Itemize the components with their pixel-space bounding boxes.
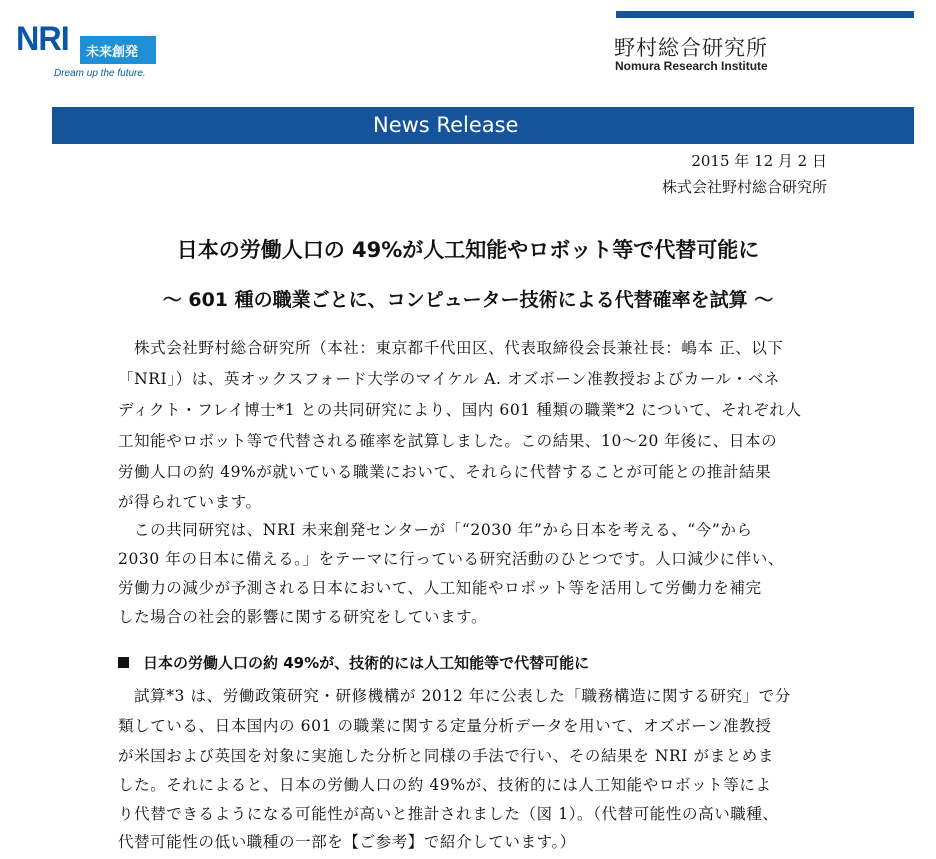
paragraph-1-line: ディクト・フレイ博士*1 との共同研究により、国内 601 種類の職業*2 について、それぞれ人 xyxy=(118,401,802,419)
header-top-rule xyxy=(616,11,914,18)
release-date: 2015 年 12 月 2 日 xyxy=(691,152,827,170)
paragraph-2-line: 労働力の減少が予測される日本において、人工知能やロボット等を活用して労働力を補完 xyxy=(118,579,762,597)
paragraph-3-line: り代替できるようになる可能性が高いと推計されました（図 1）。（代替可能性の高い職種、 xyxy=(118,805,779,823)
section-heading xyxy=(118,652,589,673)
news-release-label: News Release xyxy=(373,113,519,137)
paragraph-3-line: 代替可能性の低い職種の一部を【ご参考】で紹介しています。） xyxy=(118,833,576,851)
nri-logo-box xyxy=(80,36,156,64)
paragraph-1-line: 工知能やロボット等で代替される確率を試算しました。この結果、10～20 年後に、日本の xyxy=(118,432,778,450)
company-name-en: Nomura Research Institute xyxy=(615,59,768,73)
paragraph-3-line: 試算*3 は、労働政策研究・研修機構が 2012 年に公表した「職務構造に関する研究」で分 xyxy=(134,687,791,705)
nri-logo-box-text: 未来創発 xyxy=(86,45,139,60)
paragraph-2-line: 2030 年の日本に備える。」をテーマに行っている研究活動のひとつです。人口減少に伴い、 xyxy=(118,550,784,568)
paragraph-2-line: した場合の社会的影響に関する研究をしています。 xyxy=(118,608,488,626)
company-name-jp: 野村総合研究所 xyxy=(614,36,768,60)
paragraph-3-line: した。それによると、日本の労働人口の約 49%が、技術的には人工知能やロボット等によ xyxy=(118,776,772,794)
paragraph-1-line: が得られています。 xyxy=(118,493,262,511)
paragraph-1-line: 株式会社野村総合研究所（本社：東京都千代田区、代表取締役会長兼社長：嶋本 正、以下 xyxy=(134,339,784,357)
paragraph-1-line: 労働人口の約 49%が就いている職業において、それらに代替することが可能との推計結果 xyxy=(118,463,772,481)
news-release-banner xyxy=(52,107,914,144)
issuer-name: 株式会社野村総合研究所 xyxy=(661,178,827,196)
paragraph-1-line: 「NRI」）は、英オックスフォード大学のマイケル A. オズボーン准教授およびカール・ベネ xyxy=(118,370,781,388)
nri-logo-tagline: Dream up the future. xyxy=(54,68,146,79)
square-bullet-icon xyxy=(118,657,129,668)
section-heading-text: 日本の労働人口の約 49%が、技術的には人工知能等で代替可能に xyxy=(143,654,590,672)
paragraph-3-line: 類している、日本国内の 601 の職業に関する定量分析データを用いて、オズボーン准教授 xyxy=(118,717,772,735)
headline: 日本の労働人口の 49%が人工知能やロボット等で代替可能に xyxy=(176,238,760,262)
subheadline: ～ 601 種の職業ごとに、コンピューター技術による代替確率を試算 ～ xyxy=(162,289,774,311)
paragraph-2-line: この共同研究は、NRI 未来創発センターが「“2030 年”から日本を考える、“今”から xyxy=(134,521,753,539)
paragraph-3-line: が米国および英国を対象に実施した分析と同様の手法で行い、その結果を NRI がまとめま xyxy=(118,747,775,765)
nri-logo xyxy=(16,18,156,84)
nri-logo-letters: NRI xyxy=(16,20,69,58)
